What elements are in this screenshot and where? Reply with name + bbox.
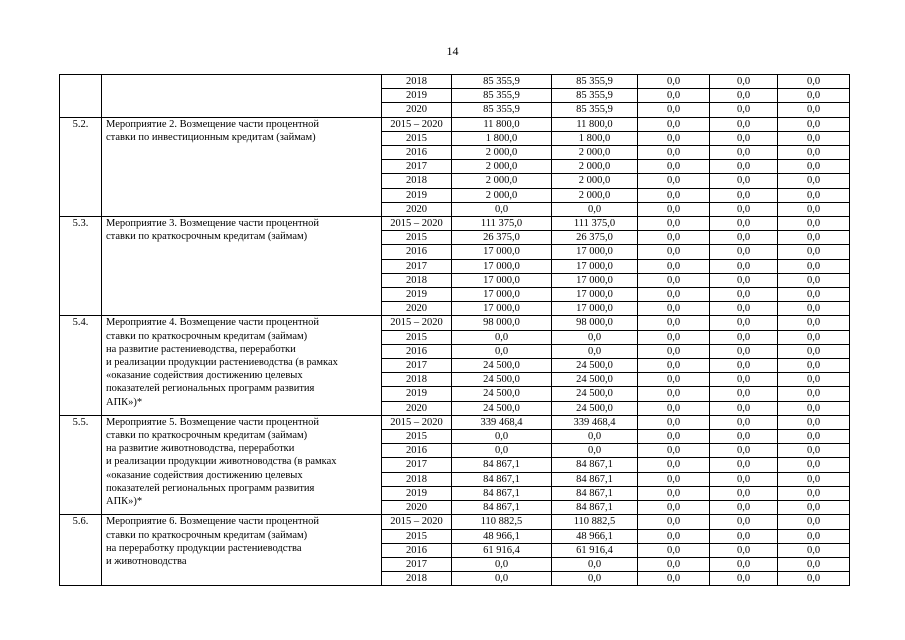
year-cell: 2016 xyxy=(382,146,452,160)
value-cell: 0,0 xyxy=(710,174,778,188)
value-cell: 0,0 xyxy=(710,160,778,174)
year-cell: 2015 xyxy=(382,430,452,444)
value-cell: 84 867,1 xyxy=(552,501,638,515)
value-cell: 24 500,0 xyxy=(452,401,552,415)
measure-description xyxy=(102,217,382,316)
value-cell: 2 000,0 xyxy=(452,188,552,202)
value-cell: 17 000,0 xyxy=(452,245,552,259)
value-cell: 0,0 xyxy=(638,259,710,273)
value-cell: 0,0 xyxy=(710,387,778,401)
value-cell: 0,0 xyxy=(710,330,778,344)
value-cell: 0,0 xyxy=(638,472,710,486)
description-line: «оказание содействия достижению целевых xyxy=(106,469,303,481)
value-cell: 17 000,0 xyxy=(552,259,638,273)
value-cell: 0,0 xyxy=(710,245,778,259)
page-number: 14 xyxy=(446,44,459,58)
value-cell: 0,0 xyxy=(638,273,710,287)
year-cell: 2020 xyxy=(382,103,452,117)
value-cell: 0,0 xyxy=(778,444,850,458)
value-cell: 0,0 xyxy=(638,188,710,202)
value-cell: 0,0 xyxy=(638,160,710,174)
value-cell: 0,0 xyxy=(638,131,710,145)
measure-number: 5.3. xyxy=(60,217,102,316)
measure-description xyxy=(102,515,382,586)
year-cell: 2016 xyxy=(382,245,452,259)
value-cell: 0,0 xyxy=(778,501,850,515)
value-cell: 0,0 xyxy=(710,103,778,117)
value-cell: 0,0 xyxy=(638,444,710,458)
description-line: и животноводства xyxy=(106,555,187,567)
description-line: АПК»)* xyxy=(106,396,143,408)
description-line: Мероприятие 4. Возмещение части процентной xyxy=(106,317,320,329)
description-line: и реализации продукции животноводства (в рамках xyxy=(106,456,337,468)
description-line: Мероприятие 2. Возмещение части процентной xyxy=(106,118,320,130)
value-cell: 0,0 xyxy=(552,202,638,216)
value-cell: 0,0 xyxy=(638,458,710,472)
value-cell: 0,0 xyxy=(452,344,552,358)
value-cell: 2 000,0 xyxy=(452,146,552,160)
value-cell: 0,0 xyxy=(710,501,778,515)
value-cell: 1 800,0 xyxy=(452,131,552,145)
value-cell: 26 375,0 xyxy=(452,231,552,245)
value-cell: 24 500,0 xyxy=(552,387,638,401)
value-cell: 0,0 xyxy=(778,330,850,344)
description-line: ставки по краткосрочным кредитам (займам) xyxy=(106,330,308,342)
value-cell: 0,0 xyxy=(778,174,850,188)
value-cell: 0,0 xyxy=(778,217,850,231)
value-cell: 0,0 xyxy=(778,259,850,273)
year-cell: 2015 – 2020 xyxy=(382,515,452,529)
value-cell: 17 000,0 xyxy=(452,302,552,316)
table-row xyxy=(60,75,850,89)
description-line: Мероприятие 3. Возмещение части процентной xyxy=(106,218,320,230)
year-cell: 2015 xyxy=(382,529,452,543)
value-cell: 84 867,1 xyxy=(452,486,552,500)
value-cell: 0,0 xyxy=(638,344,710,358)
value-cell: 2 000,0 xyxy=(552,188,638,202)
description-line: на развитие животноводства, переработки xyxy=(106,443,295,455)
value-cell: 0,0 xyxy=(638,486,710,500)
value-cell: 0,0 xyxy=(638,302,710,316)
table-row xyxy=(60,316,850,330)
value-cell: 0,0 xyxy=(778,415,850,429)
year-cell: 2018 xyxy=(382,572,452,586)
measure-description xyxy=(102,316,382,415)
value-cell: 61 916,4 xyxy=(552,543,638,557)
value-cell: 84 867,1 xyxy=(452,501,552,515)
value-cell: 11 800,0 xyxy=(552,117,638,131)
value-cell: 0,0 xyxy=(638,103,710,117)
value-cell: 0,0 xyxy=(552,430,638,444)
budget-table xyxy=(59,74,850,586)
value-cell: 0,0 xyxy=(638,430,710,444)
year-cell: 2016 xyxy=(382,444,452,458)
value-cell: 61 916,4 xyxy=(452,543,552,557)
measure-number: 5.6. xyxy=(60,515,102,586)
value-cell: 0,0 xyxy=(778,146,850,160)
value-cell: 110 882,5 xyxy=(452,515,552,529)
value-cell: 2 000,0 xyxy=(452,174,552,188)
description-line: на переработку продукции растениеводства xyxy=(106,542,302,554)
year-cell: 2016 xyxy=(382,344,452,358)
value-cell: 0,0 xyxy=(778,188,850,202)
value-cell: 0,0 xyxy=(638,75,710,89)
description-line: ставки по краткосрочным кредитам (займам) xyxy=(106,231,308,243)
value-cell: 0,0 xyxy=(638,543,710,557)
value-cell: 0,0 xyxy=(638,330,710,344)
value-cell: 0,0 xyxy=(710,259,778,273)
year-cell: 2020 xyxy=(382,401,452,415)
value-cell: 0,0 xyxy=(778,458,850,472)
value-cell: 0,0 xyxy=(778,387,850,401)
year-cell: 2018 xyxy=(382,373,452,387)
value-cell: 0,0 xyxy=(710,486,778,500)
value-cell: 0,0 xyxy=(778,273,850,287)
value-cell: 0,0 xyxy=(778,401,850,415)
value-cell: 98 000,0 xyxy=(552,316,638,330)
value-cell: 0,0 xyxy=(638,146,710,160)
value-cell: 0,0 xyxy=(638,387,710,401)
year-cell: 2015 – 2020 xyxy=(382,316,452,330)
value-cell: 24 500,0 xyxy=(552,373,638,387)
table-row xyxy=(60,415,850,429)
value-cell: 0,0 xyxy=(710,202,778,216)
value-cell: 0,0 xyxy=(710,373,778,387)
value-cell: 17 000,0 xyxy=(452,288,552,302)
value-cell: 0,0 xyxy=(710,529,778,543)
year-cell: 2017 xyxy=(382,259,452,273)
value-cell: 1 800,0 xyxy=(552,131,638,145)
value-cell: 0,0 xyxy=(552,330,638,344)
value-cell: 0,0 xyxy=(638,231,710,245)
table-row xyxy=(60,515,850,529)
value-cell: 0,0 xyxy=(778,131,850,145)
description-line: показателей региональных программ развития xyxy=(106,482,315,494)
value-cell: 0,0 xyxy=(778,316,850,330)
value-cell: 0,0 xyxy=(552,344,638,358)
value-cell: 0,0 xyxy=(710,515,778,529)
value-cell: 0,0 xyxy=(710,273,778,287)
value-cell: 0,0 xyxy=(638,557,710,571)
value-cell: 0,0 xyxy=(778,202,850,216)
value-cell: 0,0 xyxy=(638,89,710,103)
value-cell: 0,0 xyxy=(778,430,850,444)
value-cell: 85 355,9 xyxy=(452,103,552,117)
value-cell: 0,0 xyxy=(778,245,850,259)
description-line: ставки по инвестиционным кредитам (займам) xyxy=(106,131,316,143)
value-cell: 0,0 xyxy=(710,444,778,458)
description-line: Мероприятие 6. Возмещение части процентной xyxy=(106,516,320,528)
measure-number: 5.5. xyxy=(60,415,102,514)
value-cell: 0,0 xyxy=(710,231,778,245)
description-line: показателей региональных программ развития xyxy=(106,383,315,395)
value-cell: 24 500,0 xyxy=(452,373,552,387)
measure-description xyxy=(102,75,382,118)
value-cell: 24 500,0 xyxy=(552,401,638,415)
table-row xyxy=(60,217,850,231)
value-cell: 48 966,1 xyxy=(452,529,552,543)
value-cell: 0,0 xyxy=(638,202,710,216)
value-cell: 0,0 xyxy=(638,245,710,259)
value-cell: 0,0 xyxy=(452,430,552,444)
value-cell: 0,0 xyxy=(710,217,778,231)
description-line: ставки по краткосрочным кредитам (займам) xyxy=(106,529,308,541)
value-cell: 84 867,1 xyxy=(552,486,638,500)
description-line: ставки по краткосрочным кредитам (займам) xyxy=(106,430,308,442)
year-cell: 2017 xyxy=(382,359,452,373)
value-cell: 0,0 xyxy=(778,515,850,529)
year-cell: 2019 xyxy=(382,89,452,103)
value-cell: 0,0 xyxy=(710,401,778,415)
description-line: АПК»)* xyxy=(106,496,143,508)
year-cell: 2018 xyxy=(382,75,452,89)
year-cell: 2020 xyxy=(382,501,452,515)
value-cell: 0,0 xyxy=(710,543,778,557)
value-cell: 17 000,0 xyxy=(552,288,638,302)
value-cell: 24 500,0 xyxy=(452,387,552,401)
value-cell: 0,0 xyxy=(778,373,850,387)
measure-number xyxy=(60,75,102,118)
value-cell: 0,0 xyxy=(638,217,710,231)
measure-number: 5.4. xyxy=(60,316,102,415)
value-cell: 84 867,1 xyxy=(452,458,552,472)
value-cell: 0,0 xyxy=(710,458,778,472)
value-cell: 0,0 xyxy=(710,302,778,316)
value-cell: 0,0 xyxy=(638,415,710,429)
value-cell: 2 000,0 xyxy=(552,146,638,160)
value-cell: 0,0 xyxy=(710,572,778,586)
description-line: Мероприятие 5. Возмещение части процентной xyxy=(106,416,320,428)
value-cell: 0,0 xyxy=(710,75,778,89)
year-cell: 2016 xyxy=(382,543,452,557)
year-cell: 2019 xyxy=(382,188,452,202)
value-cell: 0,0 xyxy=(710,344,778,358)
value-cell: 0,0 xyxy=(710,89,778,103)
description-line: «оказание содействия достижению целевых xyxy=(106,370,303,382)
value-cell: 17 000,0 xyxy=(552,302,638,316)
description-line: и реализации продукции растениеводства (в рамках xyxy=(106,357,338,369)
value-cell: 0,0 xyxy=(778,543,850,557)
value-cell: 0,0 xyxy=(710,359,778,373)
table-row xyxy=(60,117,850,131)
value-cell: 0,0 xyxy=(552,557,638,571)
value-cell: 0,0 xyxy=(638,373,710,387)
year-cell: 2020 xyxy=(382,202,452,216)
value-cell: 111 375,0 xyxy=(552,217,638,231)
year-cell: 2020 xyxy=(382,302,452,316)
value-cell: 0,0 xyxy=(778,529,850,543)
value-cell: 0,0 xyxy=(778,117,850,131)
value-cell: 0,0 xyxy=(638,401,710,415)
value-cell: 0,0 xyxy=(778,302,850,316)
value-cell: 0,0 xyxy=(638,529,710,543)
value-cell: 17 000,0 xyxy=(552,245,638,259)
value-cell: 2 000,0 xyxy=(552,160,638,174)
value-cell: 11 800,0 xyxy=(452,117,552,131)
value-cell: 85 355,9 xyxy=(552,75,638,89)
value-cell: 0,0 xyxy=(452,444,552,458)
value-cell: 0,0 xyxy=(778,75,850,89)
value-cell: 84 867,1 xyxy=(552,472,638,486)
value-cell: 0,0 xyxy=(778,472,850,486)
year-cell: 2017 xyxy=(382,160,452,174)
measure-description xyxy=(102,117,382,216)
year-cell: 2015 – 2020 xyxy=(382,117,452,131)
value-cell: 0,0 xyxy=(452,557,552,571)
value-cell: 0,0 xyxy=(638,501,710,515)
value-cell: 0,0 xyxy=(778,359,850,373)
year-cell: 2015 xyxy=(382,231,452,245)
value-cell: 0,0 xyxy=(638,316,710,330)
measure-number: 5.2. xyxy=(60,117,102,216)
value-cell: 0,0 xyxy=(778,288,850,302)
value-cell: 48 966,1 xyxy=(552,529,638,543)
year-cell: 2018 xyxy=(382,472,452,486)
value-cell: 0,0 xyxy=(710,316,778,330)
year-cell: 2019 xyxy=(382,288,452,302)
year-cell: 2015 – 2020 xyxy=(382,415,452,429)
value-cell: 0,0 xyxy=(552,444,638,458)
value-cell: 0,0 xyxy=(778,557,850,571)
value-cell: 0,0 xyxy=(778,103,850,117)
description-line: на развитие растениеводства, переработки xyxy=(106,343,296,355)
value-cell: 0,0 xyxy=(710,131,778,145)
year-cell: 2017 xyxy=(382,458,452,472)
value-cell: 0,0 xyxy=(778,572,850,586)
year-cell: 2018 xyxy=(382,273,452,287)
value-cell: 0,0 xyxy=(452,202,552,216)
value-cell: 2 000,0 xyxy=(552,174,638,188)
table-body xyxy=(60,75,850,586)
value-cell: 0,0 xyxy=(778,486,850,500)
measure-description xyxy=(102,415,382,514)
value-cell: 0,0 xyxy=(638,572,710,586)
value-cell: 0,0 xyxy=(778,231,850,245)
value-cell: 98 000,0 xyxy=(452,316,552,330)
value-cell: 26 375,0 xyxy=(552,231,638,245)
value-cell: 2 000,0 xyxy=(452,160,552,174)
value-cell: 84 867,1 xyxy=(552,458,638,472)
value-cell: 0,0 xyxy=(638,174,710,188)
value-cell: 17 000,0 xyxy=(452,259,552,273)
value-cell: 0,0 xyxy=(638,288,710,302)
value-cell: 85 355,9 xyxy=(552,89,638,103)
year-cell: 2015 xyxy=(382,131,452,145)
value-cell: 84 867,1 xyxy=(452,472,552,486)
value-cell: 0,0 xyxy=(552,572,638,586)
value-cell: 0,0 xyxy=(638,359,710,373)
value-cell: 111 375,0 xyxy=(452,217,552,231)
year-cell: 2015 xyxy=(382,330,452,344)
value-cell: 0,0 xyxy=(710,146,778,160)
value-cell: 24 500,0 xyxy=(552,359,638,373)
value-cell: 17 000,0 xyxy=(452,273,552,287)
value-cell: 0,0 xyxy=(710,117,778,131)
value-cell: 0,0 xyxy=(710,430,778,444)
value-cell: 85 355,9 xyxy=(452,75,552,89)
year-cell: 2019 xyxy=(382,387,452,401)
value-cell: 85 355,9 xyxy=(552,103,638,117)
value-cell: 24 500,0 xyxy=(452,359,552,373)
year-cell: 2018 xyxy=(382,174,452,188)
value-cell: 0,0 xyxy=(710,472,778,486)
value-cell: 0,0 xyxy=(638,117,710,131)
value-cell: 0,0 xyxy=(778,160,850,174)
year-cell: 2019 xyxy=(382,486,452,500)
value-cell: 0,0 xyxy=(778,344,850,358)
value-cell: 0,0 xyxy=(778,89,850,103)
value-cell: 0,0 xyxy=(710,557,778,571)
value-cell: 85 355,9 xyxy=(452,89,552,103)
value-cell: 0,0 xyxy=(710,288,778,302)
value-cell: 0,0 xyxy=(710,188,778,202)
value-cell: 0,0 xyxy=(638,515,710,529)
value-cell: 110 882,5 xyxy=(552,515,638,529)
value-cell: 339 468,4 xyxy=(452,415,552,429)
value-cell: 339 468,4 xyxy=(552,415,638,429)
value-cell: 0,0 xyxy=(452,330,552,344)
value-cell: 0,0 xyxy=(452,572,552,586)
value-cell: 0,0 xyxy=(710,415,778,429)
year-cell: 2017 xyxy=(382,557,452,571)
year-cell: 2015 – 2020 xyxy=(382,217,452,231)
value-cell: 17 000,0 xyxy=(552,273,638,287)
